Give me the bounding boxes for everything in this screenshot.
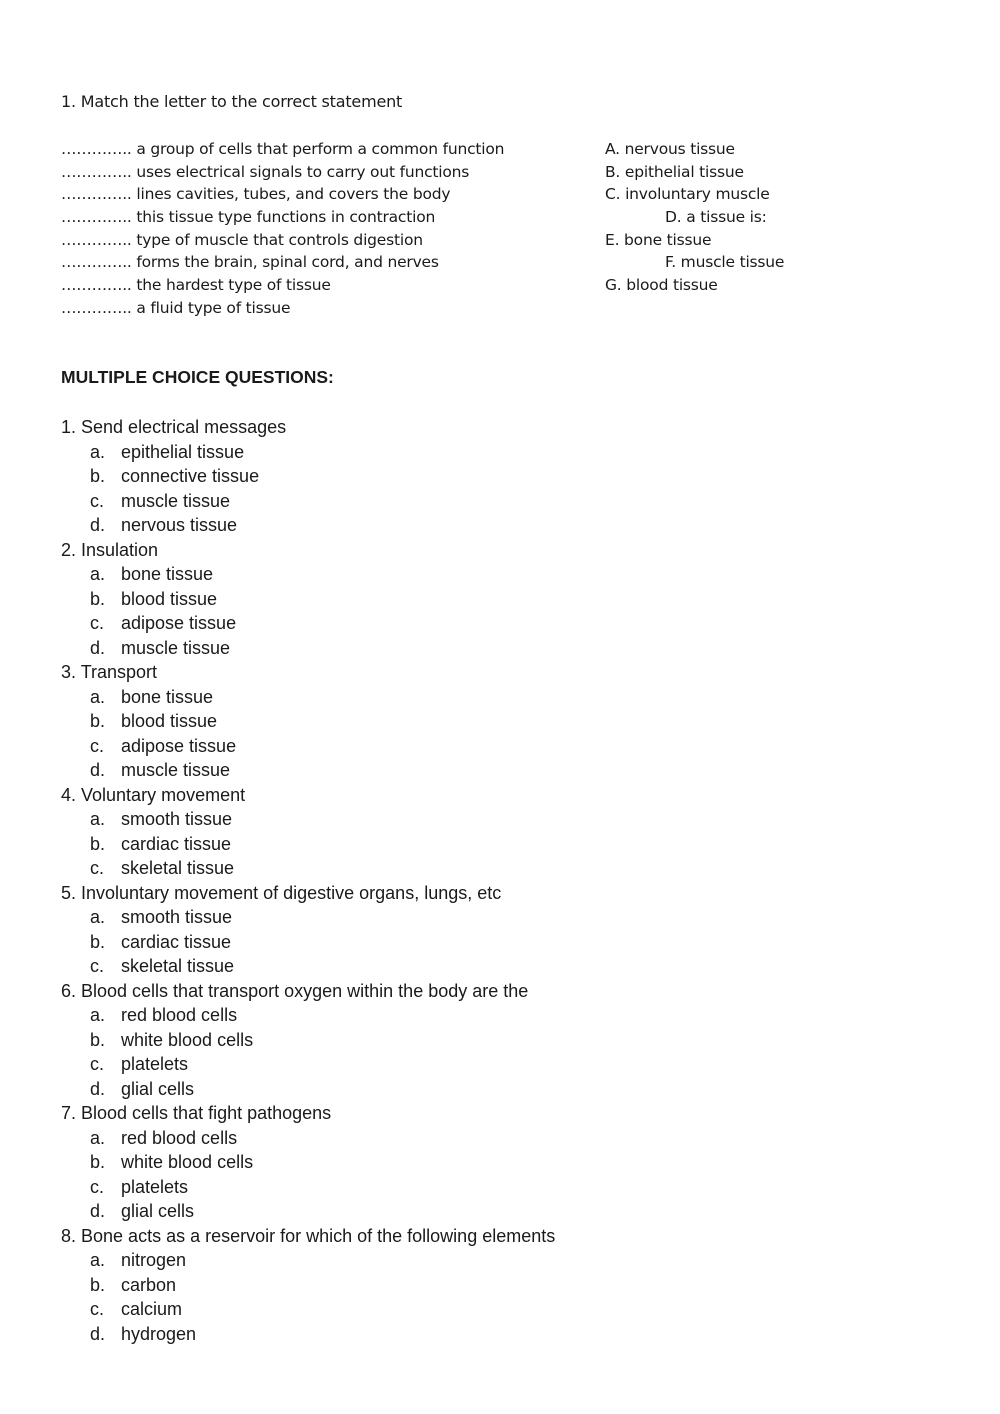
answer-option-letter: d. (90, 1323, 106, 1344)
matching-statement: ………….. a group of cells that perform a common function (61, 140, 505, 158)
answer-option[interactable] (61, 758, 861, 783)
answer-option-text: muscle tissue (121, 637, 231, 658)
answer-option-text: calcium (121, 1299, 183, 1319)
answer-option-letter: c. (90, 735, 105, 756)
answer-option[interactable] (61, 1077, 861, 1102)
answer-option-letter: b. (90, 466, 106, 486)
question-5: 5. Involuntary movement of digestive organs, lungs, etc (61, 882, 502, 903)
answer-option[interactable] (61, 587, 861, 612)
answer-option[interactable] (61, 489, 861, 514)
answer-option-text: hydrogen (121, 1323, 197, 1344)
answer-option[interactable] (61, 1175, 861, 1200)
answer-option[interactable] (61, 709, 861, 734)
answer-option-text: skeletal tissue (121, 956, 235, 976)
answer-option-text: glial cells (121, 1078, 195, 1099)
answer-option-letter: c. (90, 956, 105, 976)
answer-option-text: platelets (121, 1054, 189, 1074)
answer-option-text: bone tissue (121, 686, 214, 707)
answer-option-text: glial cells (121, 1201, 195, 1221)
answer-option[interactable] (61, 1322, 861, 1347)
answer-option-letter: a. (90, 686, 106, 707)
question-6: 6. Blood cells that transport oxygen within the body are the (61, 980, 529, 1001)
answer-option-letter: b. (90, 931, 106, 952)
answer-option-letter: a. (90, 907, 106, 927)
answer-option-letter: a. (90, 1127, 106, 1148)
answer-option-letter: a. (90, 441, 106, 462)
answer-option-letter: a. (90, 809, 106, 829)
answer-option[interactable] (61, 1297, 861, 1322)
answer-option-text: blood tissue (121, 711, 218, 731)
answer-option-text: red blood cells (121, 1127, 238, 1148)
answer-option[interactable] (61, 1248, 861, 1273)
multiple-choice-list (61, 415, 861, 1346)
matching-statement: ………….. lines cavities, tubes, and covers the body (61, 185, 451, 204)
answer-option-text: epithelial tissue (121, 441, 245, 462)
answer-option[interactable] (61, 513, 861, 538)
matching-statement: ………….. type of muscle that controls digestion (61, 230, 423, 249)
matching-statements (61, 138, 581, 320)
answer-option[interactable] (61, 685, 861, 710)
matching-option-c: C. involuntary muscle (605, 185, 770, 204)
answer-option-letter: d. (90, 637, 106, 658)
answer-option-letter: c. (90, 490, 105, 511)
answer-option-letter: c. (90, 858, 105, 878)
answer-option-letter: b. (90, 833, 106, 854)
answer-option-letter: c. (90, 1054, 105, 1074)
matching-statement: ………….. this tissue type functions in contraction (61, 208, 436, 227)
answer-option[interactable] (61, 1028, 861, 1053)
matching-option-g: G. blood tissue (605, 276, 718, 295)
question-1: 1. Send electrical messages (61, 417, 287, 437)
answer-option[interactable] (61, 905, 861, 930)
answer-option[interactable] (61, 440, 861, 465)
answer-option[interactable] (61, 807, 861, 832)
answer-option-letter: c. (90, 613, 105, 633)
answer-option-text: white blood cells (121, 1152, 254, 1172)
answer-option[interactable] (61, 734, 861, 759)
answer-option[interactable] (61, 832, 861, 857)
answer-option-text: carbon (121, 1274, 177, 1295)
answer-option-text: nervous tissue (121, 515, 238, 535)
answer-option-text: muscle tissue (121, 490, 231, 511)
answer-option-text: smooth tissue (121, 809, 233, 829)
answer-option[interactable] (61, 954, 861, 979)
question-4: 4. Voluntary movement (61, 784, 246, 805)
matching-option-e: E. bone tissue (605, 230, 712, 249)
answer-option-text: cardiac tissue (121, 833, 232, 854)
answer-option-letter: b. (90, 1029, 106, 1050)
answer-option-letter: b. (90, 1274, 106, 1295)
matching-option-a: A. nervous tissue (605, 140, 735, 158)
answer-option[interactable] (61, 1003, 861, 1028)
answer-option-letter: a. (90, 1005, 106, 1025)
question-2: 2. Insulation (61, 539, 159, 560)
answer-option-text: platelets (121, 1176, 189, 1197)
answer-option[interactable] (61, 1150, 861, 1175)
question-8: 8. Bone acts as a reservoir for which of the following elements (61, 1225, 556, 1246)
matching-option-b: B. epithelial tissue (605, 162, 744, 181)
matching-statement: ………….. the hardest type of tissue (61, 276, 331, 295)
answer-option-letter: c. (90, 1176, 105, 1197)
matching-statement: ………….. a fluid type of tissue (61, 298, 291, 317)
answer-option-text: red blood cells (121, 1005, 238, 1025)
answer-option-letter: b. (90, 1152, 106, 1172)
answer-option-text: bone tissue (121, 564, 214, 584)
answer-option-letter: d. (90, 760, 106, 780)
matching-option-f: F. muscle tissue (665, 253, 785, 272)
answer-option[interactable] (61, 1052, 861, 1077)
answer-option[interactable] (61, 562, 861, 587)
matching-title: 1. Match the letter to the correct statement (61, 92, 403, 111)
answer-option-text: cardiac tissue (121, 931, 232, 952)
answer-option-text: nitrogen (121, 1250, 187, 1270)
answer-option[interactable] (61, 636, 861, 661)
answer-option-text: skeletal tissue (121, 858, 235, 878)
answer-option[interactable] (61, 930, 861, 955)
answer-option-letter: d. (90, 1201, 106, 1221)
matching-statement: ………….. forms the brain, spinal cord, and nerves (61, 253, 439, 272)
answer-option-text: adipose tissue (121, 613, 237, 633)
answer-option-letter: a. (90, 1250, 106, 1270)
question-3: 3. Transport (61, 662, 158, 682)
answer-option[interactable] (61, 856, 861, 881)
answer-option[interactable] (61, 464, 861, 489)
answer-option-letter: d. (90, 515, 106, 535)
answer-option-text: adipose tissue (121, 735, 237, 756)
answer-option-text: white blood cells (121, 1029, 254, 1050)
answer-option-text: muscle tissue (121, 760, 231, 780)
answer-option-letter: c. (90, 1299, 105, 1319)
matching-options (605, 138, 865, 297)
answer-option-letter: b. (90, 588, 106, 609)
matching-statement: ………….. uses electrical signals to carry out functions (61, 162, 470, 181)
matching-option-d: D. a tissue is: (665, 208, 767, 227)
question-7: 7. Blood cells that fight pathogens (61, 1103, 332, 1123)
answer-option-letter: a. (90, 564, 106, 584)
answer-option-letter: d. (90, 1078, 106, 1099)
answer-option-text: smooth tissue (121, 907, 233, 927)
multiple-choice-heading: MULTIPLE CHOICE QUESTIONS: (61, 367, 334, 387)
answer-option-text: blood tissue (121, 588, 218, 609)
answer-option-text: connective tissue (121, 466, 260, 486)
answer-option[interactable] (61, 1199, 861, 1224)
answer-option[interactable] (61, 1273, 861, 1298)
answer-option-letter: b. (90, 711, 106, 731)
answer-option[interactable] (61, 611, 861, 636)
answer-option[interactable] (61, 1126, 861, 1151)
